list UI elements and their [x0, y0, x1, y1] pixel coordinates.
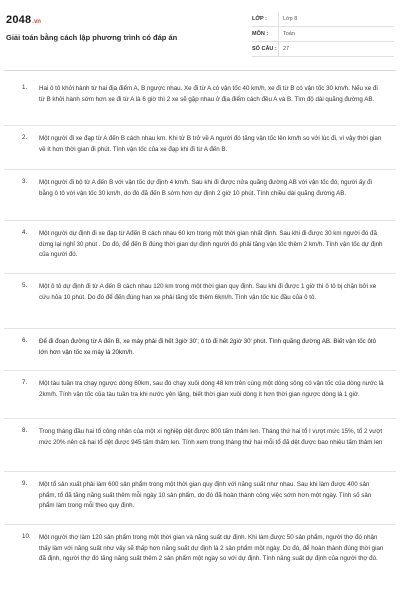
problem-text: Một ô tô dự định đi từ A đến B cách nhau 120 km trong một thời gian quy định. Sau khi đi được 1 giờ thì ô tô bị chặn bởi xe cứu hỏa 10 phút. Do đó để đến đúng hạn xe phải tăng tốc thêm 6km/h. Tính vận tốc lúc đầu của ô tô. [39, 283, 377, 301]
problem-item [4, 525, 396, 585]
problem-text: Một người đi bộ từ A đến B với vận tốc dự định 4 km/h. Sau khi đi được nửa quãng đường AB với vận tốc đó, người ấy đi bằng ô tô với vận tốc 30 km/h, do đó đã đến B sớm hơn dự định 2 giờ 10 phút. Tính chiều dài quãng đường AB. [39, 179, 372, 197]
problem-item [4, 170, 396, 221]
logo-text: 2048 [6, 14, 32, 26]
problem-number: 3. [22, 178, 28, 185]
problem-item [4, 419, 396, 472]
problem-number: 10. [22, 533, 31, 540]
meta-value: Toán [278, 27, 394, 41]
problem-number: 1. [22, 84, 28, 91]
problem-text: Trong tháng đầu hai tổ công nhân của một xí nghiệp dệt được 800 tấm thảm len. Tháng thứ hai tổ I vượt mức 15%, tổ 2 vượt mức 20% nên cả hai tổ dệt được 945 tấm thảm len. Tính xem trong tháng thứ hai mỗi tổ đã dệt được bao nhiêu tấm thảm len [39, 428, 383, 446]
meta-key: SỐ CÂU : [252, 46, 277, 52]
meta-value: Lớp 8 [278, 12, 394, 26]
document-title: Giải toán bằng cách lập phương trình có đáp án [6, 33, 178, 42]
problem-text: Một người thợ làm 120 sản phẩm trong một thời gian và năng suất dự định. Khi làm được 50 sản phẩm, người thợ đó nhận thấy làm với năng suất như vậy sẽ thấp hơn năng suất dự định là 2 sản phẩm một ngày. Do đó, để hoàn thành đúng thời gian đã định, người thợ đó tăng năng suất thêm 2 sản phẩm một ngày so với dự định. Tính năng suất dự định của người thợ đó. [39, 534, 384, 562]
meta-row-class [252, 12, 394, 27]
document-header [6, 12, 394, 62]
problem-item [4, 274, 396, 329]
problem-item [4, 76, 396, 126]
header-divider [4, 70, 396, 71]
meta-key: MÔN : [252, 31, 269, 37]
problem-number: 8. [22, 427, 28, 434]
meta-row-subject [252, 27, 394, 42]
problem-number: 9. [22, 480, 28, 487]
problem-number: 6. [22, 337, 28, 344]
problem-text: Để đi đoạn đường từ A đến B, xe máy phải đi hết 3giờ 30'; ô tô đi hết 2giờ 30' phút. Tính quãng đường AB. Biết vận tốc ôtô lớn hơn vận tốc xe máy là 20km/h. [39, 338, 377, 356]
problem-number: 7. [22, 379, 28, 386]
problem-text: Một người dự định đi xe đạp từ Ađến B cách nhau 60 km trong một thời gian nhất định. Sau khi đi được 30 km người đó đã dừng lại nghỉ 30 phút . Do đó, để đến B đúng thời gian dự định người đó phải tăng vận tốc thêm 2 km/h. Tính vận tốc dự định của người đó. [39, 230, 383, 258]
problem-number: 4. [22, 229, 28, 236]
problem-item [4, 329, 396, 371]
problem-item [4, 472, 396, 525]
logo-suffix: .vn [32, 19, 41, 25]
meta-row-question-count [252, 42, 394, 57]
problem-item [4, 371, 396, 419]
meta-key: LỚP : [252, 16, 267, 22]
problem-number: 5. [22, 282, 28, 289]
document-meta-table [252, 12, 394, 57]
problem-number: 2. [22, 134, 28, 141]
problem-text: Một người đi xe đạp từ A đến B cách nhau km. Khi từ B trở về A người đó tăng vận tốc lên km/h so với lúc đi, vì vậy thời gian về ít hơn thời gian đi phút. Tính vận tốc của xe đạp khi đi từ A đến B. [39, 135, 382, 153]
problem-text: Hai ô tô khởi hành từ hai địa điểm A, B ngược nhau. Xe đi từ A có vận tốc 40 km/h, xe đi từ B có vận tốc 30 km/h. Nếu xe đi từ B khởi hành sớm hơn xe đi từ A là 6 giờ thì 2 xe sẽ gặp nhau ở địa điểm cách đều A và B. Tìm độ dài quãng đường AB. [39, 85, 378, 103]
site-logo[interactable] [6, 14, 41, 26]
meta-value: 27 [278, 42, 394, 56]
problem-text: Một tàu tuần tra chạy ngược dòng 60km, sau đó chạy xuôi dòng 48 km trên cùng một dòng sông có vận tốc của dòng nước là 2km/h. Tính vận tốc của tàu tuần tra khi nước yên lặng, biết thời gian xuôi dòng ít hơn thời gian ngược dòng là 1 giờ. [39, 380, 384, 398]
problem-item [4, 221, 396, 274]
problem-list [4, 76, 396, 585]
problem-item [4, 126, 396, 170]
problem-text: Một tổ sản xuất phải làm 600 sản phẩm trong một thời gian quy định với năng suất như nhau. Sau khi làm được 400 sản phẩm, tổ đã tăng năng suất thêm mỗi ngày 10 sản phẩm, do đó đã hoàn thành công việc sớm hơn một ngày. Tính số sản phẩm làm trong mỗi theo quy định. [39, 481, 372, 509]
